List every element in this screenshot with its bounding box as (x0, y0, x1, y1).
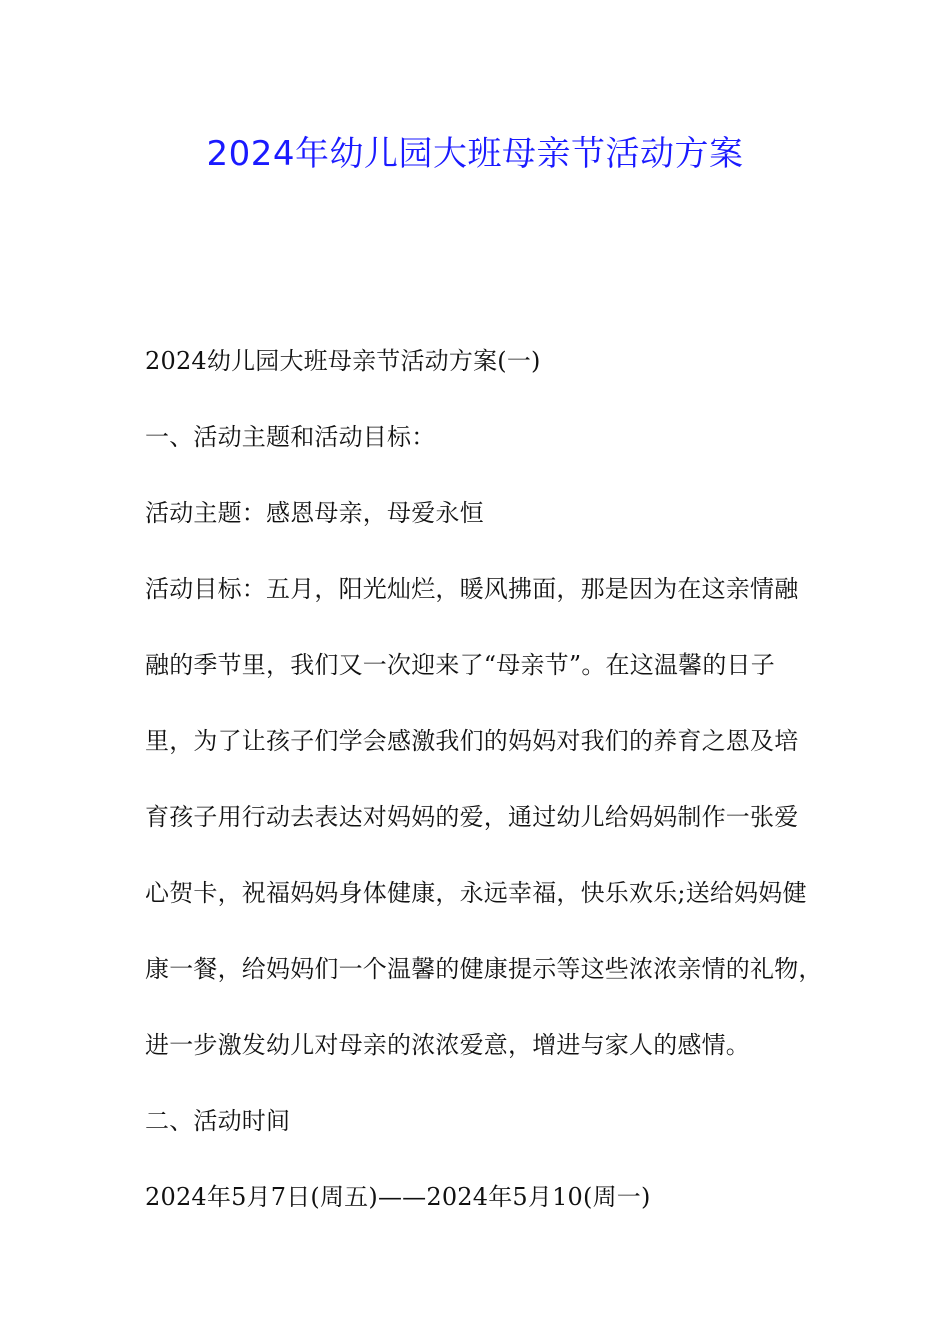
paragraph-line: 融的季节里，我们又一次迎来了“母亲节”。在这温馨的日子 (145, 651, 775, 679)
paragraph-line: 心贺卡，祝福妈妈身体健康，永远幸福，快乐欢乐;送给妈妈健 (145, 879, 807, 907)
document-title: 2024年幼儿园大班母亲节活动方案 (206, 134, 744, 174)
section-heading-theme-goals: 一、活动主题和活动目标： (145, 423, 436, 451)
section-heading-activity-time: 二、活动时间 (145, 1107, 291, 1135)
paragraph-line: 里，为了让孩子们学会感激我们的妈妈对我们的养育之恩及培 (145, 727, 799, 755)
activity-date-range: 2024年5月7日(周五)——2024年5月10(周一) (145, 1183, 651, 1211)
paragraph-line: 康一餐，给妈妈们一个温馨的健康提示等这些浓浓亲情的礼物， (145, 955, 823, 983)
paragraph-line: 活动主题：感恩母亲，母爱永恒 (145, 499, 484, 527)
document-body (145, 336, 835, 1248)
paragraph-line: 活动目标：五月，阳光灿烂，暖风拂面，那是因为在这亲情融 (145, 575, 799, 603)
section-heading-plan-one: 2024幼儿园大班母亲节活动方案(一) (145, 347, 541, 375)
paragraph-line: 进一步激发幼儿对母亲的浓浓爱意，增进与家人的感情。 (145, 1031, 750, 1059)
paragraph-line: 育孩子用行动去表达对妈妈的爱，通过幼儿给妈妈制作一张爱 (145, 803, 799, 831)
